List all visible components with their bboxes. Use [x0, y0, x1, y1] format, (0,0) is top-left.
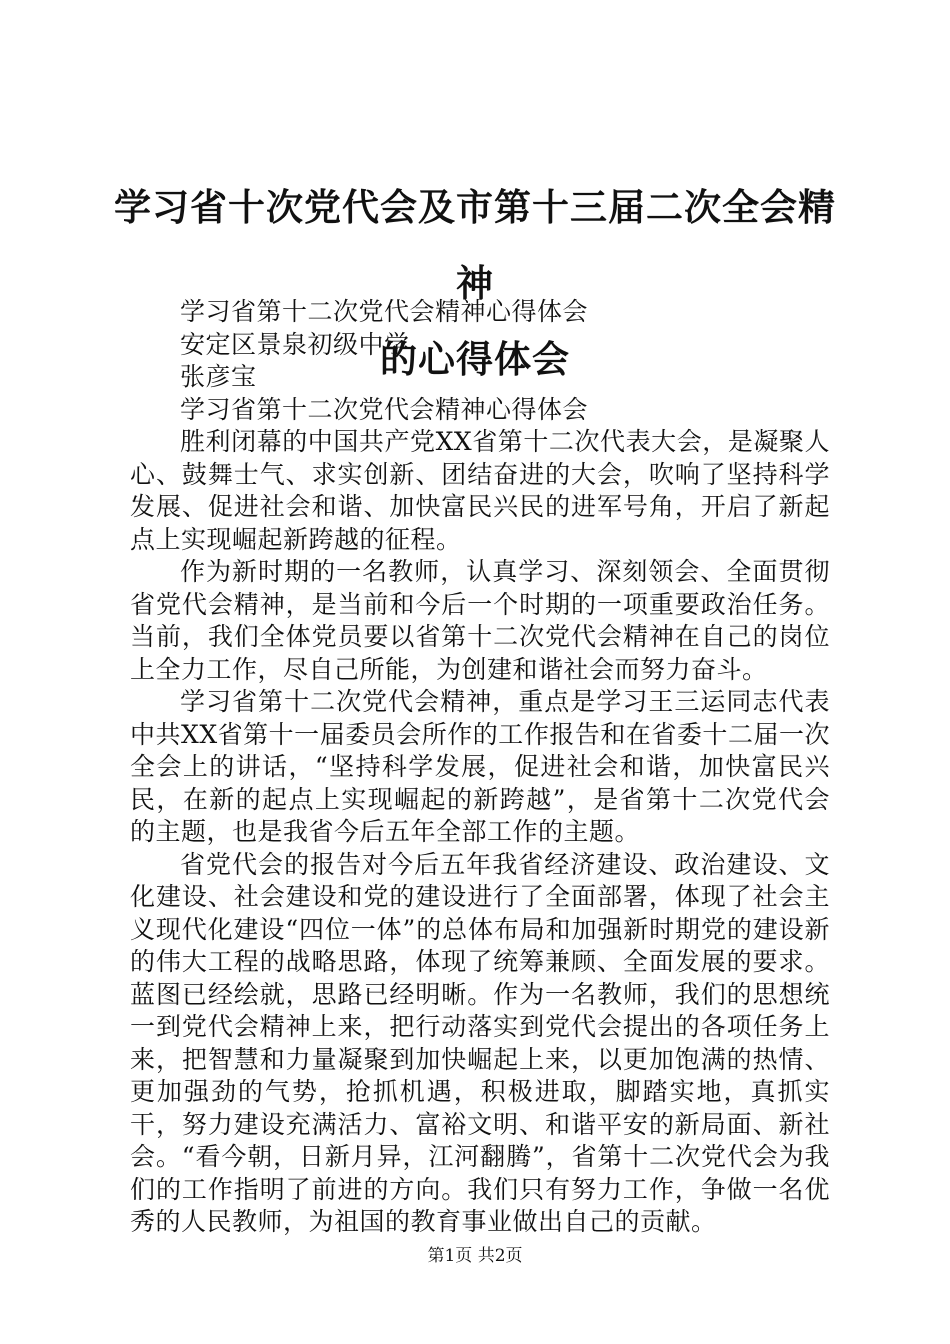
section-heading: 学习省第十二次党代会精神心得体会 — [180, 394, 589, 424]
subtitle-paragraph: 学习省第十二次党代会精神心得体会 — [180, 297, 589, 326]
school-name: 安定区景泉初级中学 — [180, 329, 410, 359]
body-paragraph: 学习省第十二次党代会精神，重点是学习王三运同志代表中共XX省第十一届委员会所作的工作报告和在省委十二届一次全会上的讲话，“坚持科学发展，促进社会和谐，加快富民兴民，在新的起点上实现崛起的新跨越”，是省第十二次党代会的主题，也是我省今后五年全部工作的主题。 — [130, 687, 830, 846]
page-footer: 第1页 共2页 — [427, 1246, 523, 1266]
body-paragraph: 胜利闭幕的中国共产党XX省第十二次代表大会，是凝聚人心、鼓舞士气、求实创新、团结奋进的大会，吹响了坚持科学发展、促进社会和谐、加快富民兴民的进军号角，开启了新起点上实现崛起新跨越的征程。 — [130, 427, 830, 554]
title-line-2: 的心得体会 — [380, 338, 570, 381]
author-name: 张彦宝 — [180, 362, 257, 391]
title-line-1: 学习省十次党代会及市第十三届二次全会精神 — [114, 186, 836, 305]
document-body — [130, 296, 830, 1239]
body-paragraph: 省党代会的报告对今后五年我省经济建设、政治建设、文化建设、社会建设和党的建设进行了全面部署，体现了社会主义现代化建设“四位一体”的总体布局和加强新时期党的建设新的伟大工程的战略思路，体现了统筹兼顾、全面发展的要求。蓝图已经绘就，思路已经明晰。作为一名教师，我们的思想统一到党代会精神上来，把行动落实到党代会提出的各项任务上来，把智慧和力量凝聚到加快崛起上来，以更加饱满的热情、更加强劲的气势，抢抓机遇，积极进取，脚踏实地，真抓实干，努力建设充满活力、富裕文明、和谐平安的新局面、新社会。“看今朝，日新月异，江河翻腾”，省第十二次党代会为我们的工作指明了前进的方向。我们只有努力工作，争做一名优秀的人民教师，为祖国的教育事业做出自己的贡献。 — [130, 849, 830, 1236]
body-paragraph: 作为新时期的一名教师，认真学习、深刻领会、全面贯彻省党代会精神，是当前和今后一个时期的一项重要政治任务。当前，我们全体党员要以省第十二次党代会精神在自己的岗位上全力工作，尽自己所能，为创建和谐社会而努力奋斗。 — [130, 557, 830, 684]
